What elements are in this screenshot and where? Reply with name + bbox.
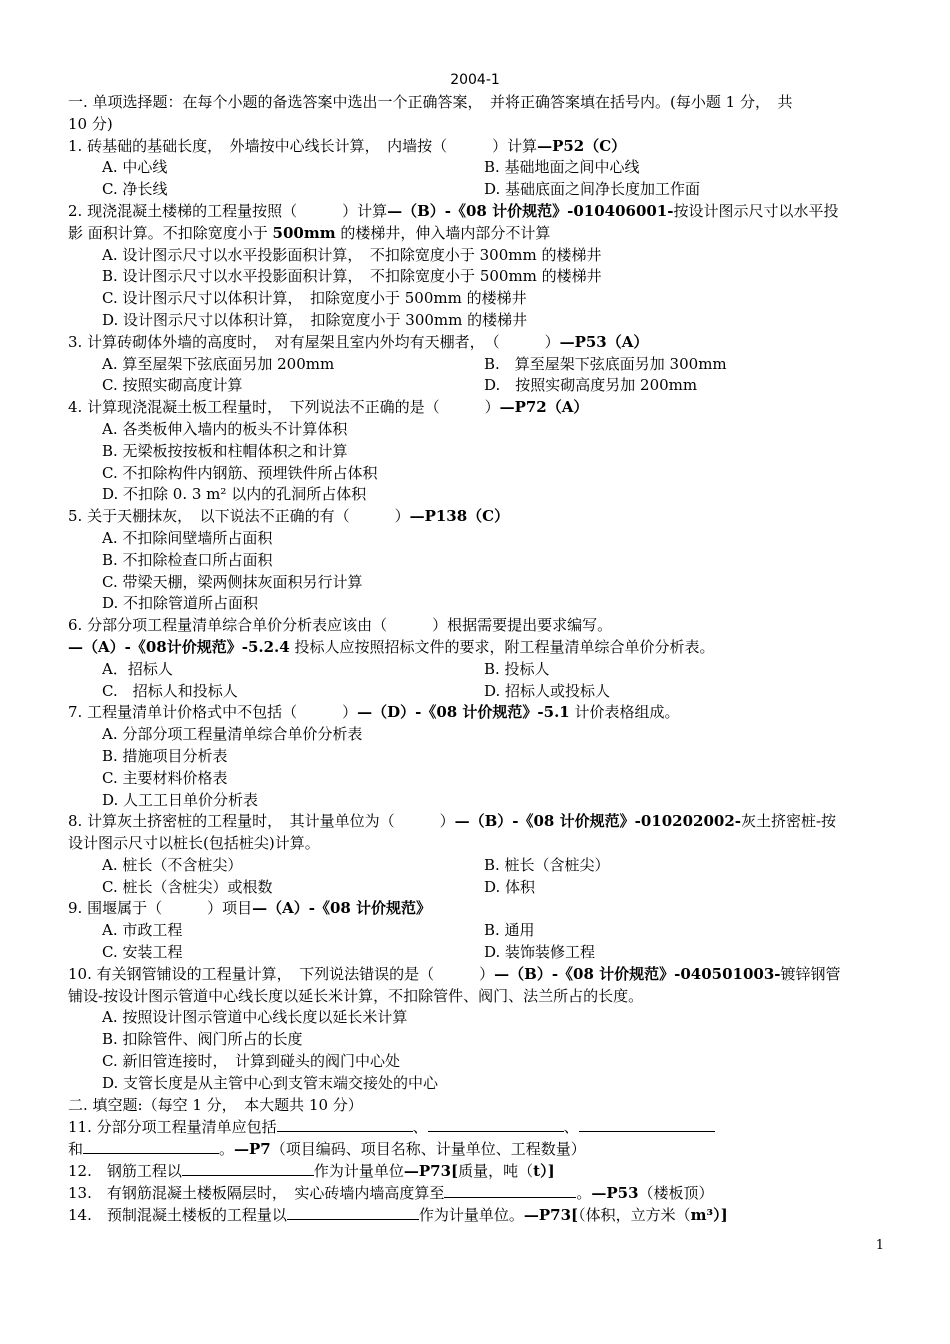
q14-unit: m³: [690, 1205, 714, 1224]
q11-rest: （项目编码、项目名称、计量单位、工程数量）: [270, 1140, 586, 1159]
q6-options-ab: [68, 659, 886, 681]
q12-stem: 12. 钢筋工程以: [68, 1162, 182, 1181]
q8-option-c: C. 桩长（含桩尖）或根数: [102, 877, 273, 896]
section1-header: 一. 单项选择题：在每个小题的备选答案中选出一个正确答案， 并将正确答案填在括号内。(每小题 1 分， 共: [68, 93, 793, 111]
q3-stem: 3. 计算砖砌体外墙的高度时， 对有屋架且室内外均有天棚者， （ ）: [68, 332, 560, 351]
q11-sep-2: 、: [563, 1118, 579, 1137]
q13-end: 。: [576, 1183, 592, 1202]
question-11: [68, 1116, 886, 1138]
question-6: 6. 分部分项工程量清单综合单价分析表应该由（ ）根据需要提出要求编写。: [68, 616, 613, 635]
q11-blank-1[interactable]: [277, 1116, 413, 1132]
q3-option-d: D. 按照实砌高度另加 200mm: [484, 376, 698, 395]
q12-answer: —P73[: [403, 1162, 459, 1181]
question-9: [68, 898, 886, 920]
q10-answer: —（B）-《08 计价规范》-040501003-: [494, 964, 781, 983]
q10-option-c: C. 新旧管连接时， 计算到碰头的阀门中心处: [102, 1052, 400, 1071]
q11-and: 和: [68, 1140, 84, 1159]
q8-options-cd: [68, 877, 886, 899]
q7-option-a: A. 分部分项工程量清单综合单价分析表: [102, 725, 363, 744]
q8-option-d: D. 体积: [484, 877, 536, 896]
q4-option-a: A. 各类板伸入墙内的板头不计算体积: [102, 419, 348, 438]
q7-option-b: B. 措施项目分析表: [102, 746, 228, 765]
q4-stem: 4. 计算现浇混凝土板工程量时， 下列说法不正确的是（ ）: [68, 398, 500, 417]
q14-answer: —P73[: [523, 1205, 579, 1224]
q1-options-cd: [68, 179, 886, 201]
q4-option-d: D. 不扣除 0. 3 m² 以内的孔洞所占体积: [102, 485, 367, 504]
q11-blank-2[interactable]: [428, 1116, 564, 1132]
q12-rest1: 质量，吨（: [458, 1162, 534, 1181]
q10-option-a: A. 按照设计图示管道中心线长度以延长米计算: [102, 1008, 408, 1027]
q1-option-b: B. 基础地面之间中心线: [484, 158, 640, 177]
q3-option-b: B. 算至屋架下弦底面另加 300mm: [484, 354, 727, 373]
q1-answer: —P52（C）: [537, 136, 627, 155]
q8-stem: 8. 计算灰土挤密桩的工程量时， 其计量单位为（ ）: [68, 812, 455, 831]
q7-option-c: C. 主要材料价格表: [102, 768, 228, 787]
q13-stem: 13. 有钢筋混凝土楼板隔层时， 实心砖墙内墙高度算至: [68, 1183, 445, 1202]
q2-option-b: B. 设计图示尺寸以水平投影面积计算， 不扣除宽度小于 500mm 的楼梯井: [102, 267, 602, 286]
q3-option-c: C. 按照实砌高度计算: [102, 376, 243, 395]
q9-answer: —（A）-《08 计价规范》: [252, 899, 432, 918]
q2-option-a: A. 设计图示尺寸以水平投影面积计算， 不扣除宽度小于 300mm 的楼梯井: [102, 245, 602, 264]
q1-option-d: D. 基础底面之间净长度加工作面: [484, 180, 701, 199]
q9-option-d: D. 装饰装修工程: [484, 943, 596, 962]
q7-answer: —（D）-《08 计价规范》-5.1: [357, 703, 570, 722]
q8-answer: —（B）-《08 计价规范》-010202002-: [454, 812, 741, 831]
q2-option-c: C. 设计图示尺寸以体积计算， 扣除宽度小于 500mm 的楼梯井: [102, 289, 527, 308]
section2-header: 二. 填空题:（每空 1 分， 本大题共 10 分）: [68, 1095, 363, 1114]
page-title: 2004-1: [450, 72, 500, 88]
q5-option-c: C. 带梁天棚，梁两侧抹灰面积另行计算: [102, 572, 363, 591]
q9-option-b: B. 通用: [484, 921, 535, 940]
q6-option-d: D. 招标人或投标人: [484, 681, 611, 700]
question-7: [68, 702, 886, 724]
q9-option-a: A. 市政工程: [102, 921, 183, 940]
q4-option-b: B. 无梁板按按板和柱帽体积之和计算: [102, 441, 348, 460]
q2-stem: 2. 现浇混凝土楼梯的工程量按照（ ）计算: [68, 201, 388, 220]
q13-answer: —P53: [591, 1183, 639, 1202]
question-6-cont: [68, 637, 886, 659]
q9-stem: 9. 围堰属于（ ）项目: [68, 899, 253, 918]
q5-answer: —P138（C）: [409, 507, 510, 526]
q7-stem: 7. 工程量清单计价格式中不包括（ ）: [68, 703, 358, 722]
q6-option-a: A．招标人: [102, 659, 173, 678]
question-2-cont: [68, 223, 886, 245]
q12-mid: 作为计量单位: [313, 1162, 404, 1181]
q14-mid: 作为计量单位。: [418, 1205, 524, 1224]
q1-options-ab: [68, 157, 886, 179]
q4-option-c: C. 不扣除构件内钢筋、预埋铁件所占体积: [102, 463, 378, 482]
q9-options-ab: [68, 920, 886, 942]
q4-answer: —P72（A）: [499, 398, 589, 417]
question-8: [68, 811, 886, 833]
q5-option-d: D. 不扣除管道所占面积: [102, 594, 259, 613]
q14-rest2: ）]: [713, 1205, 728, 1224]
q6-rest: 投标人应按照招标文件的要求，附工程量清单综合单价分析表。: [289, 637, 715, 656]
q5-stem: 5. 关于天棚抹灰， 以下说法不正确的有（ ）: [68, 507, 410, 526]
q13-blank[interactable]: [444, 1182, 576, 1198]
q14-blank[interactable]: [287, 1204, 419, 1220]
question-1: [68, 136, 886, 158]
exam-content: [68, 92, 886, 1225]
q1-stem: 1. 砖基础的基础长度， 外墙按中心线长计算， 内墙按（ ）计算: [68, 136, 538, 155]
q8-option-a: A. 桩长（不含桩尖）: [102, 855, 243, 874]
q9-options-cd: [68, 942, 886, 964]
q1-option-c: C. 净长线: [102, 180, 168, 199]
page-number: 1: [875, 1238, 884, 1253]
q6-option-b: B. 投标人: [484, 659, 550, 678]
q12-unit: t: [533, 1162, 541, 1181]
q5-option-b: B. 不扣除检查口所占面积: [102, 550, 273, 569]
q3-options-ab: [68, 354, 886, 376]
q8-rest: 灰土挤密桩-按: [740, 812, 837, 831]
question-10-cont: 铺设-按设计图示管道中心线长度以延长米计算，不扣除管件、阀门、法兰所占的长度。: [68, 986, 644, 1005]
q8-options-ab: [68, 855, 886, 877]
q10-option-d: D. 支管长度是从主管中心到支管末端交接处的中心: [102, 1073, 439, 1092]
question-8-cont: 设计图示尺寸以桩长(包括桩尖)计算。: [68, 834, 320, 853]
question-11-cont: [68, 1138, 886, 1160]
q2-line2b: 500mm: [272, 223, 336, 242]
q6-answer: —（A）-《08计价规范》-5.2.4: [68, 637, 290, 656]
q14-stem: 14. 预制混凝土楼板的工程量以: [68, 1205, 287, 1224]
question-5: [68, 506, 886, 528]
q6-option-c: C. 招标人和投标人: [102, 681, 238, 700]
q1-option-a: A. 中心线: [102, 158, 168, 177]
q2-rest: 按设计图示尺寸以水平投: [673, 201, 839, 220]
question-10: [68, 964, 886, 986]
q11-end: 。: [219, 1140, 235, 1159]
q2-line2c: 的楼梯井，伸入墙内部分不计算: [335, 223, 551, 242]
q11-blank-4[interactable]: [83, 1138, 219, 1154]
q14-rest1: （体积，立方米（: [578, 1205, 691, 1224]
q11-blank-3[interactable]: [579, 1116, 715, 1132]
q8-option-b: B. 桩长（含桩尖）: [484, 855, 610, 874]
q12-rest2: ）]: [540, 1162, 555, 1181]
q7-rest: 计价表格组成。: [569, 703, 680, 722]
q2-option-d: D. 设计图示尺寸以体积计算， 扣除宽度小于 300mm 的楼梯井: [102, 310, 528, 329]
q3-options-cd: [68, 375, 886, 397]
question-4: [68, 397, 886, 419]
q11-answer: —P7: [234, 1140, 271, 1159]
question-13: [68, 1182, 886, 1204]
q10-stem: 10. 有关钢管铺设的工程量计算， 下列说法错误的是（ ）: [68, 964, 495, 983]
q11-stem: 11. 分部分项工程量清单应包括: [68, 1118, 277, 1137]
q3-option-a: A. 算至屋架下弦底面另加 200mm: [102, 354, 335, 373]
q9-option-c: C. 安装工程: [102, 943, 183, 962]
q12-blank[interactable]: [182, 1160, 314, 1176]
q11-sep-1: 、: [412, 1118, 428, 1137]
question-3: [68, 332, 886, 354]
q10-option-b: B. 扣除管件、阀门所占的长度: [102, 1030, 303, 1049]
q3-answer: —P53（A）: [559, 332, 649, 351]
section1-header-cont: 10 分): [68, 114, 113, 133]
q6-options-cd: [68, 681, 886, 703]
question-14: [68, 1204, 886, 1226]
q10-rest: 镀锌钢管: [780, 964, 841, 983]
q7-option-d: D. 人工工日单价分析表: [102, 790, 259, 809]
question-12: [68, 1160, 886, 1182]
question-2: [68, 201, 886, 223]
q2-answer: —（B）-《08 计价规范》-010406001-: [387, 201, 674, 220]
q13-rest: （楼板顶）: [638, 1183, 714, 1202]
q2-line2a: 影 面积计算。不扣除宽度小于: [68, 223, 273, 242]
q5-option-a: A. 不扣除间壁墙所占面积: [102, 528, 273, 547]
